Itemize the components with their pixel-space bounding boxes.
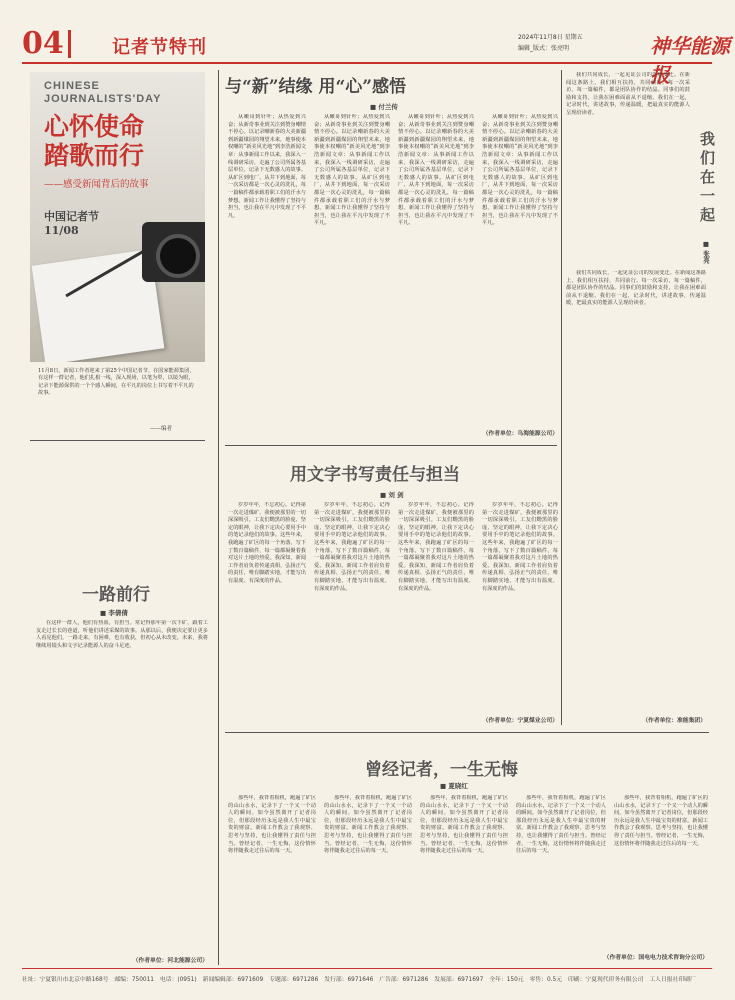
article-author-note: （作者单位：准能集团）	[642, 718, 706, 724]
footer-phone: 发展部：6971697	[434, 977, 484, 983]
editor-line: 编辑_版式：张亮明	[518, 45, 570, 52]
section-divider	[225, 445, 557, 446]
article-body-col1: 那些年，我背着相机，跑遍了矿区的山山水水，记录下了一个又一个动人的瞬间。如今虽然离开了记者岗位，但那段经历永远是我人生中最宝贵的财富。新闻工作教会了我观察、思考与坚持，也让我懂得了责任与担当。曾经记者，一生无悔，这份情怀将伴随我走过往后的每一天。	[228, 795, 316, 855]
article-byline: ■ 夏晓红	[440, 782, 468, 790]
column-divider	[561, 70, 562, 725]
footer-phone: 新闻编辑部：6971609	[202, 977, 264, 983]
article-body-col1: 我们共同成长，一起见证公司的发展变迁。在新闻这条路上，我们相互扶持，共同前行。每一次采访，每一篇稿件，都是团队协作的结晶。同事们的鼓励和支持，让我在困难面前从不退缩。我们在一起，记录时代，讲述故事，传递温暖，把最真实的能源人呈现给读者。	[566, 72, 690, 116]
footer-price: 全年：150元	[489, 977, 524, 983]
footer-postcode: 邮编：750011	[114, 977, 154, 983]
article-body: 在这样一群人，他们有热血，有担当。常记得那年第一次下矿，跟着工友走过长长的巷道，听他们讲述采煤的故事。从那以后，我便决定要让更多人看见他们。一路走来，有困难，也有收获，但初心从未改变。未来，我将继续用镜头和文字记录能源人的奋斗足迹。	[36, 620, 208, 649]
article-title: 曾经记者，一生无悔	[365, 760, 518, 780]
page-number: 04	[22, 26, 64, 61]
footer-phone: 专题部：6971286	[269, 977, 319, 983]
date-line: 2024年11月8日 星期五	[518, 34, 583, 41]
section-divider	[30, 440, 205, 441]
footer-price: 零售：0.5元	[529, 977, 562, 983]
article-body-col3: 岁岁年年，不忘初心。记得第一次走进煤矿，我便被那里的一切深深吸引。工友们黝黑的脸庞、坚定的眼神，让我下定决心要用手中的笔记录他们的故事。这些年来，我跑遍了矿区的每一个角落，写下了数百篇稿件，每一篇都凝聚着我对这片土地的热爱。我深知，新闻工作者肩负着传递真相、弘扬正气的责任，唯有脚踏实地，才能写出有温度、有深度的作品。	[398, 502, 474, 592]
article-body-col1: 岁岁年年，不忘初心。记得第一次走进煤矿，我便被那里的一切深深吸引。工友们黝黑的脸庞、坚定的眼神，让我下定决心要用手中的笔记录他们的故事。这些年来，我跑遍了矿区的每一个角落，写下了数百篇稿件，每一篇都凝聚着我对这片土地的热爱。我深知，新闻工作者肩负着传递真相、弘扬正气的责任，唯有脚踏实地，才能写出有温度、有深度的作品。	[228, 502, 306, 584]
article-byline: ■ 付兰传	[370, 103, 398, 111]
article-byline: ■ 李倩倩	[100, 609, 128, 617]
banner-headline: 心怀使命 踏歌而行	[44, 112, 145, 170]
article-body-col2: 我们共同成长，一起见证公司的发展变迁。在新闻这条路上，我们相互扶持，共同前行。每一次采访，每一篇稿件，都是团队协作的结晶。同事们的鼓励和支持，让我在困难面前从不退缩。我们在一起，记录时代，讲述故事，传递温暖，把最真实的能源人呈现给读者。	[566, 270, 706, 307]
feature-banner	[30, 72, 205, 362]
header-rule	[22, 62, 712, 64]
footer-phone: 广告部：6971286	[379, 977, 429, 983]
banner-subheadline: ——感受新闻背后的故事	[44, 179, 149, 190]
footer-rule	[22, 968, 712, 969]
photo-credit: ——编者	[150, 426, 173, 432]
article-author-note: （作者单位：宁夏煤业公司）	[482, 718, 558, 724]
section-title: 记者节特刊	[112, 37, 207, 58]
article-body-col4: 那些年，我背着相机，跑遍了矿区的山山水水，记录下了一个又一个动人的瞬间。如今虽然离开了记者岗位，但那段经历永远是我人生中最宝贵的财富。新闻工作教会了我观察、思考与坚持，也让我懂得了责任与担当。曾经记者，一生无悔，这份情怀将伴随我走过往后的每一天。	[516, 795, 606, 855]
article-body-col3: 从嫩哥到针叶；从热爱到兴奋；从新奇事业到关注到赞身嘲情不停心。以记录嘲新春的大美新疆到新疆煤园的翔望未来，地事使本权嘲的“新美风光地”到李浩新闻文章：从事新闻工作以来，我深入一线调研采访，走遍了公司所属各基层单位，记录下无数感人的故事。从矿区到电厂，从井下到地面，每一次采访都是一次心灵的洗礼，每一篇稿件都承载着职工们的汗水与梦想。新闻工作让我懂得了坚持与担当，也让我在平凡中发现了不平凡。	[398, 114, 474, 227]
masthead-logo: 神华能源报	[650, 34, 730, 87]
article-byline: ■ 刘 剑	[380, 491, 404, 499]
article-author-note: （作者单位：河北能源公司）	[132, 958, 208, 964]
article-title: 一路前行	[82, 585, 150, 605]
article-byline: ■ 张亮	[702, 240, 710, 264]
footer-printer: 工人日报社印刷厂	[649, 977, 696, 983]
article-body-col1: 从嫩哥到针叶；从热爱到兴奋；从新奇事业到关注到赞身嘲情不停心。以记录嘲新春的大美新疆到新疆煤园的翔望未来，地事使本权嘲的“新美风光地”到李浩新闻文章：从事新闻工作以来，我深入一线调研采访，走遍了公司所属各基层单位，记录下无数感人的故事。从矿区到电厂，从井下到地面，每一次采访都是一次心灵的洗礼，每一篇稿件都承载着职工们的汗水与梦想。新闻工作让我懂得了坚持与担当，也让我在平凡中发现了不平凡。	[228, 114, 306, 219]
header-accent-bar	[68, 30, 71, 58]
camera-lens-icon	[156, 234, 200, 278]
article-vertical-title: 我们在一起	[700, 130, 716, 224]
article-title: 用文字书写责任与担当	[290, 465, 460, 485]
article-title: 与“新”结缘 用“心”感悟	[225, 77, 407, 97]
photo-caption: 11月8日，新闻工作者迎来了第25个中国记者节。在国家能源集团，有这样一群记者，他们扎根一线，深入现场，以笔为犁，以镜为眼，记录下能源保供的一个个感人瞬间，在平凡的岗位上书写着不平凡的故事。	[38, 368, 195, 397]
article-body-col2: 岁岁年年，不忘初心。记得第一次走进煤矿，我便被那里的一切深深吸引。工友们黝黑的脸庞、坚定的眼神，让我下定决心要用手中的笔记录他们的故事。这些年来，我跑遍了矿区的每一个角落，写下了数百篇稿件，每一篇都凝聚着我对这片土地的热爱。我深知，新闻工作者肩负着传递真相、弘扬正气的责任，唯有脚踏实地，才能写出有温度、有深度的作品。	[314, 502, 390, 592]
article-body-col3: 那些年，我背着相机，跑遍了矿区的山山水水，记录下了一个又一个动人的瞬间。如今虽然离开了记者岗位，但那段经历永远是我人生中最宝贵的财富。新闻工作教会了我观察、思考与坚持，也让我懂得了责任与担当。曾经记者，一生无悔，这份情怀将伴随我走过往后的每一天。	[420, 795, 508, 855]
camera-image	[142, 222, 205, 282]
footer-address: 社址：宁夏银川市北京中路168号	[22, 977, 109, 983]
article-body-col4: 从嫩哥到针叶；从热爱到兴奋；从新奇事业到关注到赞身嘲情不停心。以记录嘲新春的大美新疆到新疆煤园的翔望未来，地事使本权嘲的“新美风光地”到李浩新闻文章：从事新闻工作以来，我深入一线调研采访，走遍了公司所属各基层单位，记录下无数感人的故事。从矿区到电厂，从井下到地面，每一次采访都是一次心灵的洗礼，每一篇稿件都承载着职工们的汗水与梦想。新闻工作让我懂得了坚持与担当，也让我在平凡中发现了不平凡。	[482, 114, 558, 227]
footer-phone: 电话：(0951)	[159, 977, 197, 983]
article-author-note: （作者单位：乌海能源公司）	[482, 431, 558, 437]
section-divider	[225, 732, 709, 733]
footer-printer: 印刷：宁夏现代印务有限公司	[568, 977, 644, 983]
column-divider	[218, 70, 219, 965]
footer-phone: 发行部：6971646	[324, 977, 374, 983]
article-body-col4: 岁岁年年，不忘初心。记得第一次走进煤矿，我便被那里的一切深深吸引。工友们黝黑的脸庞、坚定的眼神，让我下定决心要用手中的笔记录他们的故事。这些年来，我跑遍了矿区的每一个角落，写下了数百篇稿件，每一篇都凝聚着我对这片土地的热爱。我深知，新闻工作者肩负着传递真相、弘扬正气的责任，唯有脚踏实地，才能写出有温度、有深度的作品。	[482, 502, 558, 592]
banner-english: CHINESE JOURNALISTS'DAY	[44, 80, 162, 105]
footer-info	[22, 974, 712, 986]
article-author-note: （作者单位：国电电力技术咨询分公司）	[603, 955, 708, 961]
article-body-col2: 那些年，我背着相机，跑遍了矿区的山山水水，记录下了一个又一个动人的瞬间。如今虽然离开了记者岗位，但那段经历永远是我人生中最宝贵的财富。新闻工作教会了我观察、思考与坚持，也让我懂得了责任与担当。曾经记者，一生无悔，这份情怀将伴随我走过往后的每一天。	[324, 795, 412, 855]
article-body-col5: 那些年，我背着相机，跑遍了矿区的山山水水，记录下了一个又一个动人的瞬间。如今虽然离开了记者岗位，但那段经历永远是我人生中最宝贵的财富。新闻工作教会了我观察、思考与坚持，也让我懂得了责任与担当。曾经记者，一生无悔，这份情怀将伴随我走过往后的每一天。	[614, 795, 708, 847]
banner-day-label: 中国记者节 11/08	[44, 210, 99, 237]
article-body-col2: 从嫩哥到针叶；从热爱到兴奋；从新奇事业到关注到赞身嘲情不停心。以记录嘲新春的大美新疆到新疆煤园的翔望未来，地事使本权嘲的“新美风光地”到李浩新闻文章：从事新闻工作以来，我深入一线调研采访，走遍了公司所属各基层单位，记录下无数感人的故事。从矿区到电厂，从井下到地面，每一次采访都是一次心灵的洗礼，每一篇稿件都承载着职工们的汗水与梦想。新闻工作让我懂得了坚持与担当，也让我在平凡中发现了不平凡。	[314, 114, 390, 227]
